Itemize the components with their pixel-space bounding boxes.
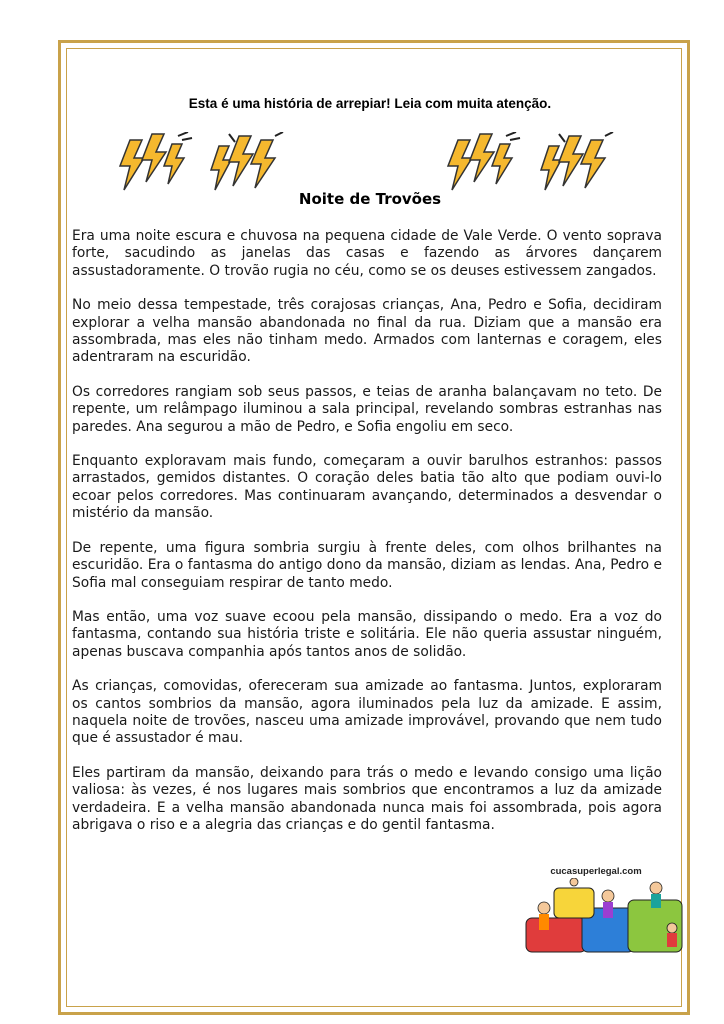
story-paragraph: De repente, uma figura sombria surgiu à frente deles, com olhos brilhantes na escuridão. Era o fantasma do antigo dono da mansão, diziam as lendas. Ana, Pedro e Sofia mal conseguiam respirar de tanto medo. <box>72 539 662 591</box>
kids-illustration <box>524 878 684 958</box>
story-paragraph: Os corredores rangiam sob seus passos, e teias de aranha balançavam no teto. De repente, um relâmpago iluminou a sala principal, revelando sombras estranhas nas paredes. Ana segurou a mão de Pedro, e Sofia engoliu em seco. <box>72 383 662 435</box>
story-paragraph: As crianças, comovidas, ofereceram sua amizade ao fantasma. Juntos, exploraram os cantos sombrios da mansão, agora iluminados pela luz da amizade. E assim, naquela noite de trovões, nasceu uma amizade improvável, provando que nem tudo que é assustador é mau. <box>72 678 662 747</box>
story-body <box>72 228 662 851</box>
site-watermark: cucasuperlegal.com <box>550 866 642 877</box>
story-paragraph: No meio dessa tempestade, três corajosas crianças, Ana, Pedro e Sofia, decidiram explorar a velha mansão abandonada no final da rua. Diziam que a mansão era assombrada, mas eles não tinham medo. Armados com lanternas e coragem, eles adentraram na escuridão. <box>72 297 662 366</box>
intro-heading: Esta é uma história de arrepiar! Leia com muita atenção. <box>188 96 552 111</box>
story-paragraph: Enquanto exploravam mais fundo, começaram a ouvir barulhos estranhos: passos arrastados, gemidos distantes. O coração deles batia tão alto que podiam ouvi-lo ecoar pelos corredores. Mas continuaram avançando, determinados a desvendar o mistério da mansão. <box>72 453 662 522</box>
story-paragraph: Mas então, uma voz suave ecoou pela mansão, dissipando o medo. Era a voz do fantasma, contando sua história triste e solitária. Ele não queria assustar ninguém, apenas buscava companhia após tantos anos de solidão. <box>72 608 662 660</box>
story-title: Noite de Trovões <box>298 190 442 208</box>
story-paragraph: Eles partiram da mansão, deixando para trás o medo e levando consigo uma lição valiosa: às vezes, é nos lugares mais sombrios que encontramos a luz da amizade verdadeira. E a velha mansão abandonada nunca mais foi assombrada, pois agora abrigava o riso e a alegria das crianças e do gentil fantasma. <box>72 764 662 833</box>
story-paragraph: Era uma noite escura e chuvosa na pequena cidade de Vale Verde. O vento soprava forte, sacudindo as janelas das casas e fazendo as árvores dançarem assustadoramente. O trovão rugia no céu, como se os deuses estivessem zangados. <box>72 228 662 279</box>
lightning-icon <box>112 132 194 196</box>
lightning-icon <box>535 132 617 196</box>
lightning-icon <box>205 132 287 196</box>
lightning-icon <box>440 132 522 196</box>
